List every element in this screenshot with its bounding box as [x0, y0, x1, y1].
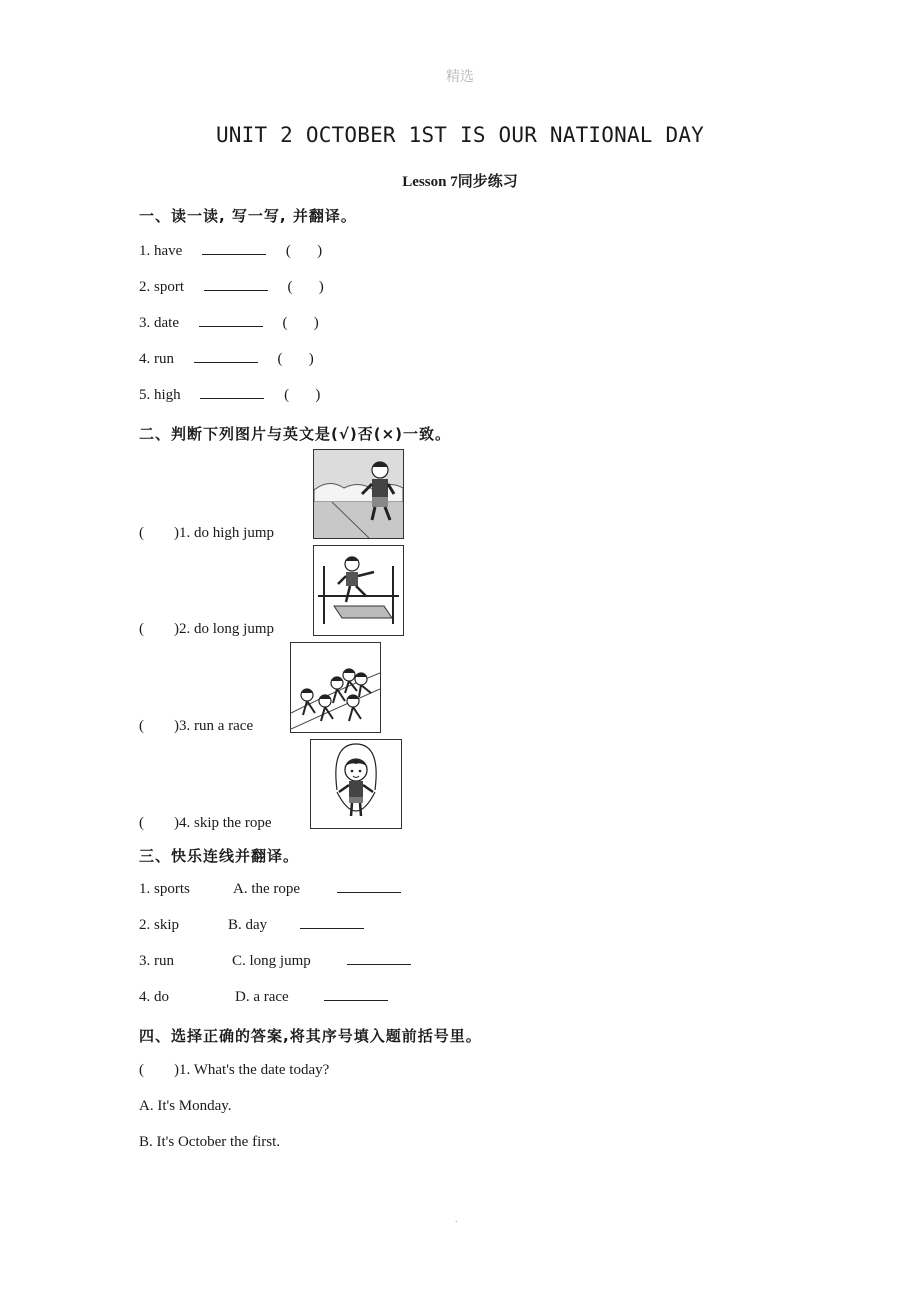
section-1-item [139, 315, 319, 332]
skipping-rope-picture-icon [310, 739, 402, 829]
section-1-item [139, 243, 322, 260]
option-b[interactable]: B. It's October the first. [139, 1134, 281, 1150]
translation-parens[interactable]: ( ) [285, 243, 323, 259]
page-title: UNIT 2 OCTOBER 1ST IS OUR NATIONAL DAY [215, 123, 705, 147]
answer-blank[interactable] [300, 927, 364, 929]
high-jump-picture-icon [313, 545, 404, 636]
section-1-heading: 一、读一读, 写一写, 并翻译。 [139, 207, 357, 225]
match-row [139, 989, 388, 1006]
choice-question [139, 1062, 329, 1079]
page-subtitle: Lesson 7同步练习 [402, 174, 518, 190]
answer-paren-open[interactable]: ( [139, 621, 144, 637]
section-2-heading: 二、判断下列图片与英文是(√)否(×)一致。 [139, 425, 451, 443]
section-4-heading: 四、选择正确的答案,将其序号填入题前括号里。 [139, 1027, 482, 1045]
long-jump-picture-icon [313, 449, 404, 539]
match-left: 2. skip [139, 917, 180, 933]
word-label: 2. sport [139, 279, 184, 295]
section-3-heading: 三、快乐连线并翻译。 [139, 847, 300, 865]
match-left: 1. sports [139, 881, 190, 897]
page-footer-mark: . [455, 1214, 458, 1225]
translation-parens[interactable]: ( ) [282, 315, 319, 331]
answer-paren-open[interactable]: ( [139, 718, 144, 734]
answer-blank[interactable] [202, 253, 266, 255]
answer-blank[interactable] [324, 999, 388, 1001]
answer-blank[interactable] [194, 361, 258, 363]
answer-paren-open[interactable]: ( [139, 1062, 144, 1078]
match-right: B. day [228, 917, 268, 933]
word-label: 5. high [139, 387, 181, 403]
word-label: 3. date [139, 315, 179, 331]
translation-parens[interactable]: ( ) [277, 351, 314, 367]
match-row [139, 881, 401, 898]
judge-item [139, 525, 274, 542]
match-row [139, 953, 411, 970]
judge-item [139, 718, 253, 735]
match-left: 3. run [139, 953, 174, 969]
match-left: 4. do [139, 989, 169, 1005]
answer-blank[interactable] [337, 891, 401, 893]
section-1-item [139, 351, 314, 368]
race-picture-icon [290, 642, 381, 733]
judge-item-text: )4. skip the rope [174, 815, 272, 831]
option-a[interactable]: A. It's Monday. [139, 1098, 232, 1114]
answer-blank[interactable] [347, 963, 411, 965]
judge-item-text: )1. do high jump [174, 525, 274, 541]
match-right: D. a race [235, 989, 289, 1005]
translation-parens[interactable]: ( ) [284, 387, 321, 403]
match-right: A. the rope [233, 881, 301, 897]
answer-blank[interactable] [200, 397, 264, 399]
judge-item-text: )2. do long jump [174, 621, 274, 637]
translation-parens[interactable]: ( ) [287, 279, 324, 295]
match-row [139, 917, 364, 934]
question-text: )1. What's the date today? [174, 1062, 330, 1078]
answer-paren-open[interactable]: ( [139, 815, 144, 831]
section-1-item [139, 387, 320, 404]
word-label: 4. run [139, 351, 174, 367]
page-header-watermark: 精选 [446, 69, 474, 85]
section-1-item [139, 279, 324, 296]
judge-item [139, 621, 274, 638]
judge-item [139, 815, 271, 832]
answer-blank[interactable] [204, 289, 268, 291]
word-label: 1. have [139, 243, 183, 259]
answer-blank[interactable] [199, 325, 263, 327]
judge-item-text: )3. run a race [174, 718, 254, 734]
match-right: C. long jump [232, 953, 311, 969]
answer-paren-open[interactable]: ( [139, 525, 144, 541]
